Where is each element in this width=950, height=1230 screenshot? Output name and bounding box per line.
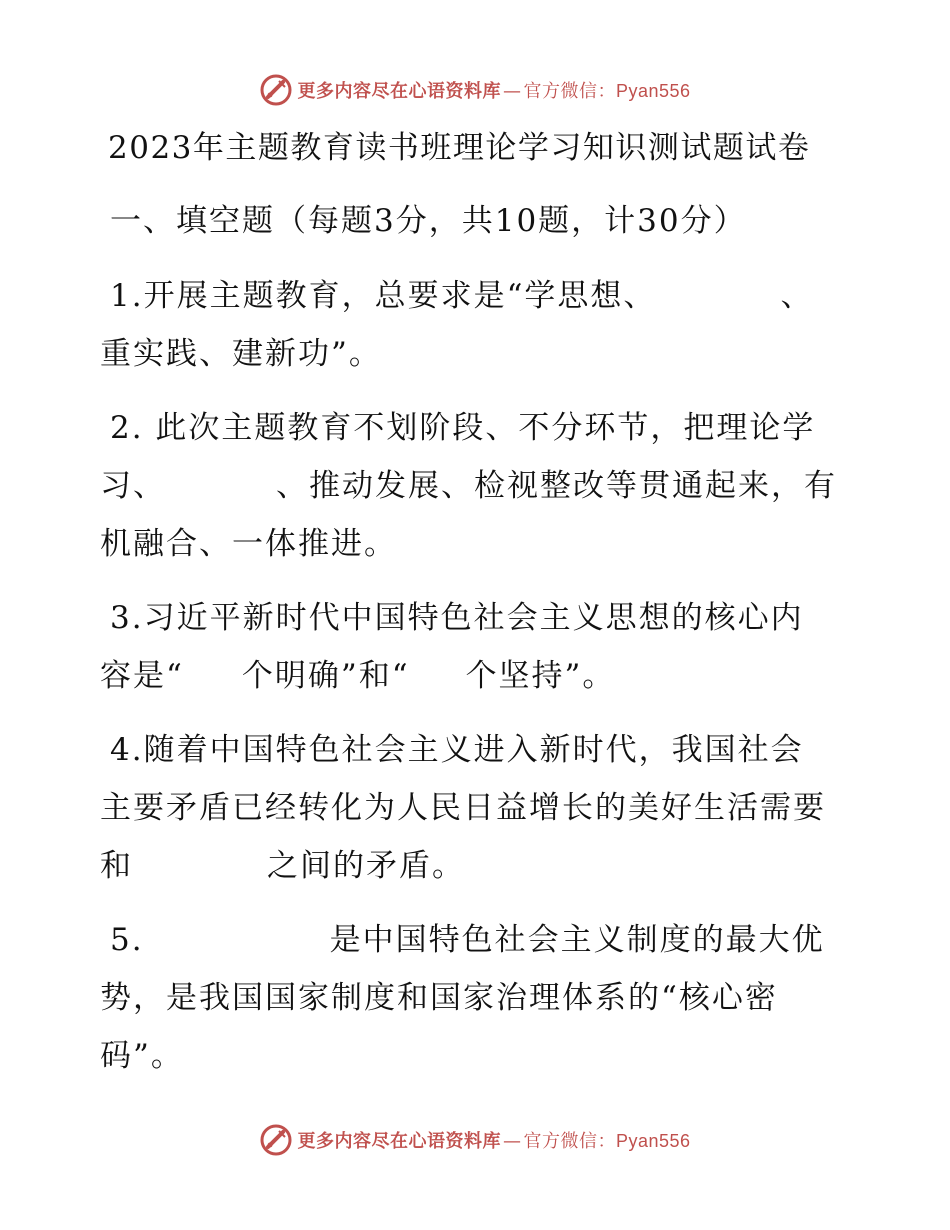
question-3-line-1: 3.习近平新时代中国特色社会主义思想的核心内 xyxy=(110,600,804,636)
question-3-line-2: 容是“ 个明确”和“ 个坚持”。 xyxy=(100,658,616,694)
document-title: 2023年主题教育读书班理论学习知识测试题试卷 xyxy=(108,130,811,166)
question-5-line-3: 码”。 xyxy=(100,1038,184,1074)
question-2-line-3: 机融合、一体推进。 xyxy=(100,526,397,562)
question-2-line-2: 习、 、推动发展、检视整改等贯通起来，有 xyxy=(100,468,837,504)
watermark-banner-top xyxy=(0,70,950,110)
question-4-line-3: 和 之间的矛盾。 xyxy=(100,848,465,884)
seal-logo-icon xyxy=(259,1123,293,1157)
watermark-text: 更多内容尽在心语资料库 — 官方微信：Pyan556 xyxy=(297,81,691,102)
question-4-line-2: 主要矛盾已经转化为人民日益增长的美好生活需要 xyxy=(100,790,826,826)
question-1-line-2: 重实践、建新功”。 xyxy=(100,336,382,372)
section-heading: 一、填空题（每题3分，共10题，计30分） xyxy=(110,203,747,239)
question-2-line-1: 2. 此次主题教育不划阶段、不分环节，把理论学 xyxy=(110,410,816,446)
question-5-line-2: 势，是我国国家制度和国家治理体系的“核心密 xyxy=(100,980,778,1016)
question-1-line-1: 1.开展主题教育，总要求是“学思想、 、 xyxy=(110,278,814,314)
question-5-line-1: 5. 是中国特色社会主义制度的最大优 xyxy=(110,922,825,958)
watermark-text: 更多内容尽在心语资料库 — 官方微信：Pyan556 xyxy=(297,1131,691,1152)
watermark-banner-bottom xyxy=(0,1120,950,1160)
question-4-line-1: 4.随着中国特色社会主义进入新时代，我国社会 xyxy=(110,732,804,768)
seal-logo-icon xyxy=(259,73,293,107)
